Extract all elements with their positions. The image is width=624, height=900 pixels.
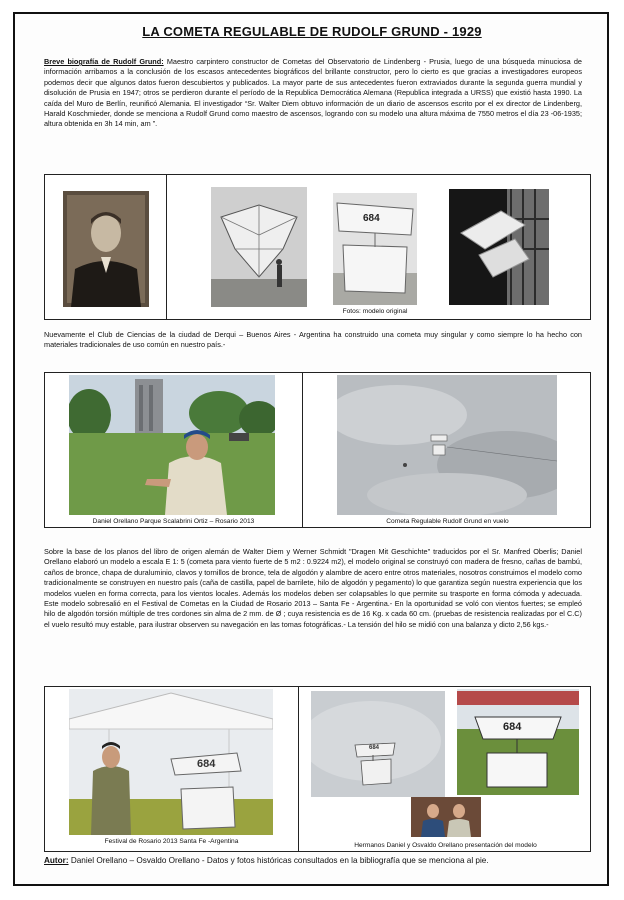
- bio-paragraph: [44, 57, 582, 130]
- kite-photo-icon: [211, 187, 307, 307]
- bio-text: Maestro carpintero constructor de Cometas del Observatorio de Lindenberg - Prusia, luego de una búsqueda minuciosa de información arribamos a la conclusión de los escasos antecedentes biográficos del brillante constructor, pero lo cierto es que gracias a investigadores europeos podemos decir que algunos datos fueron descubiertos y publicados. La mayor parte de sus antecedentes fueron extraviados durante la segunda guerra mundial y disolución de Prusia en 1947; otros se perdieron durante el período de la Republica Democrática Alemana (Republica integrada a URSS) que existió hasta 1990. La caída del Muro de Berlín, reunificó Alemania. El investigador “Sr. Walter Diem obtuvo información de un diario de ascensos escrito por el ex director de Lindenberg, Harald Koschmieder, donde se menciona a Rudolf Grund como maestro de ascensos, logrando con su modelo una altura máxima de 7550 metros el día 23 -06-1935; altura obtenida en 3h 14 min, am ”.: [44, 57, 582, 129]
- kite-photo-icon: [457, 689, 579, 795]
- panel-divider: [166, 175, 167, 319]
- author-line: [44, 856, 489, 865]
- tent-photo-icon: [69, 689, 273, 835]
- kite-number-small: 684: [369, 745, 380, 751]
- author-label: Autor:: [44, 856, 69, 865]
- historic-photos-panel: [44, 174, 591, 320]
- festival-photos-panel: [44, 686, 591, 852]
- brothers-photo: [411, 797, 481, 837]
- row2-caption-left: Daniel Orellano Parque Scalabrini Ortiz – Rosario 2013: [92, 518, 255, 525]
- intro-paragraph: Nuevamente el Club de Ciencias de la ciudad de Derqui – Buenos Aires - Argentina ha construido una cometa muy singular y como siempre lo ha hecho con materiales tradicionales de uso común en nuestro país.-: [44, 330, 582, 350]
- kite-field-photo: [457, 689, 579, 795]
- sky-photo-icon: [337, 375, 557, 515]
- row2-caption-right: Cometa Regulable Rudolf Grund en vuelo: [386, 518, 509, 525]
- panel-divider: [302, 373, 303, 527]
- tent-photo: [69, 689, 273, 835]
- row1-caption: Fotos: modelo original: [342, 308, 408, 315]
- panel-divider: [298, 687, 299, 851]
- kite-number: 684: [197, 758, 216, 770]
- bio-label: Breve biografía de Rudolf Grund:: [44, 57, 164, 66]
- kite-sky-photo: [311, 691, 445, 797]
- author-text: Daniel Orellano – Osvaldo Orellano - Datos y fotos históricas consultados en la bibliografía que se menciona al pie.: [68, 856, 489, 865]
- construction-paragraph: Sobre la base de los planos del libro de origen alemán de Walter Diem y Werner Schmidt "Dragen Mit Geschichte" traducidos por el Sr. Manfred Oberlis; Daniel Orellano elaboró un modelo a escala E 1: 5 (cometa para viento fuerte de 5 m2 : 0.9224 m2), el modelo original se construyó con madera de fresno, cañas de bambú, caños de bronce, chapa de duraluminio, clavos y tornillos de bronce, tela de algodón y alambre de acero entre otros materiales, nosotros construimos el modelo como tradicionalmente se construyen en nuestro país (caña de castilla, papel de barrilete, hilo de algodón y pegamento) lo que garantiza según nuestra experiencia que los modelos vuelen en forma correcta, para los vientos locales. Además los modelos deben ser colapsables lo que permite su trasporte en forma cómoda y adecuada. Este modelo sobresalió en el Festival de Cometas en la Ciudad de Rosario 2013 – Santa Fe - Argentina.- En la oportunidad se voló con vientos fuertes; se empleó hilo de algodón torsión múltiple de tres cordones sin alma de 2 mm. de Ø ; cuya resistencia es de 16 Kg. x cada 60 cm. (pruebas de resistencia realizadas por el C.C) el vuelo resultó muy estable, para ilustrar observen su navegación en las tomas fotográficas.- La tensión del hilo se midió con una balanza y dicto 2,56 kgs.-: [44, 547, 582, 629]
- kite-photo-3: [449, 189, 549, 305]
- park-photo: [69, 375, 275, 515]
- kite-photo-icon: [333, 193, 417, 305]
- page-title: LA COMETA REGULABLE DE RUDOLF GRUND - 1929: [142, 24, 482, 39]
- kite-number: 684: [363, 213, 380, 224]
- row3-caption-right: Hermanos Daniel y Osvaldo Orellano presentación del modelo: [354, 842, 537, 849]
- kite-photo-1: [211, 187, 307, 307]
- portrait-photo-icon: [63, 191, 149, 307]
- kite-number: 684: [503, 721, 522, 733]
- row3-caption-left: Festival de Rosario 2013 Santa Fe -Argentina: [104, 838, 239, 845]
- portrait-photo: [63, 191, 149, 307]
- sky-photo: [337, 375, 557, 515]
- flight-photos-panel: [44, 372, 591, 528]
- kite-photo-icon: [449, 189, 549, 305]
- kite-photo-2: [333, 193, 417, 305]
- kite-photo-icon: [311, 691, 445, 797]
- brothers-photo-icon: [411, 797, 481, 837]
- park-photo-icon: [69, 375, 275, 515]
